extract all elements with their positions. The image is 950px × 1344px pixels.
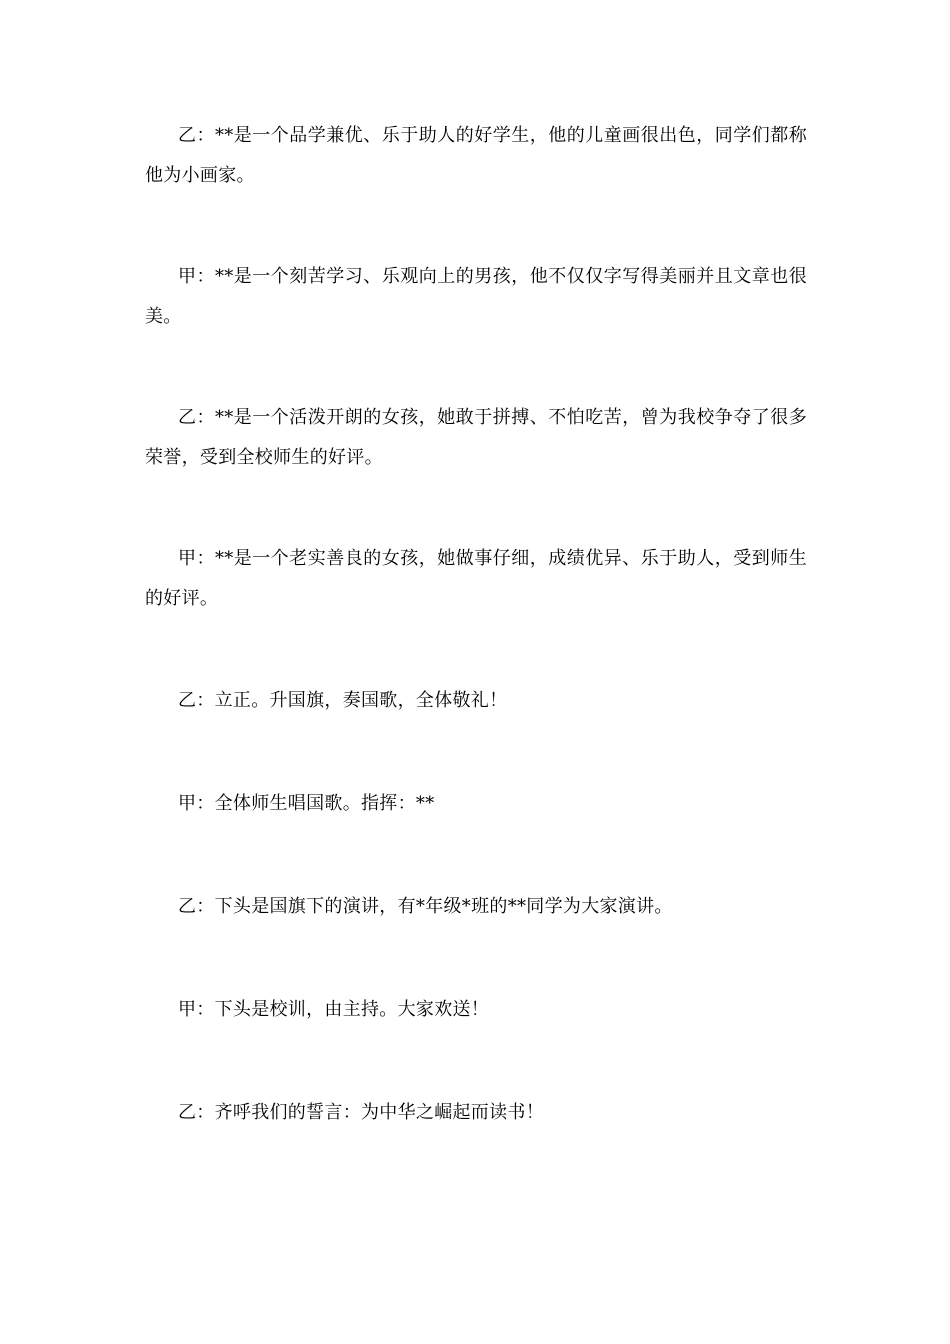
paragraph-5: 乙：立正。升国旗，奏国歌，全体敬礼！	[178, 690, 508, 711]
paragraph-4: 甲：**是一个老实善良的女孩，她做事仔细，成绩优异、乐于助人，受到师生的好评。	[145, 548, 807, 609]
paragraph-6: 甲：全体师生唱国歌。指挥：**	[178, 793, 435, 814]
paragraph-7: 乙：下头是国旗下的演讲，有*年级*班的**同学为大家演讲。	[178, 896, 673, 917]
paragraph-3: 乙：**是一个活泼开朗的女孩，她敢于拼搏、不怕吃苦，曾为我校争夺了很多荣誉，受到全校师生的好评。	[145, 407, 807, 468]
paragraph-8: 甲：下头是校训，由主持。大家欢送！	[178, 999, 490, 1020]
paragraph-2: 甲：**是一个刻苦学习、乐观向上的男孩，他不仅仅字写得美丽并且文章也很美。	[145, 266, 807, 327]
paragraph-1: 乙：**是一个品学兼优、乐于助人的好学生，他的儿童画很出色，同学们都称他为小画家。	[145, 125, 807, 186]
paragraph-9: 乙：齐呼我们的誓言：为中华之崛起而读书！	[178, 1102, 544, 1123]
